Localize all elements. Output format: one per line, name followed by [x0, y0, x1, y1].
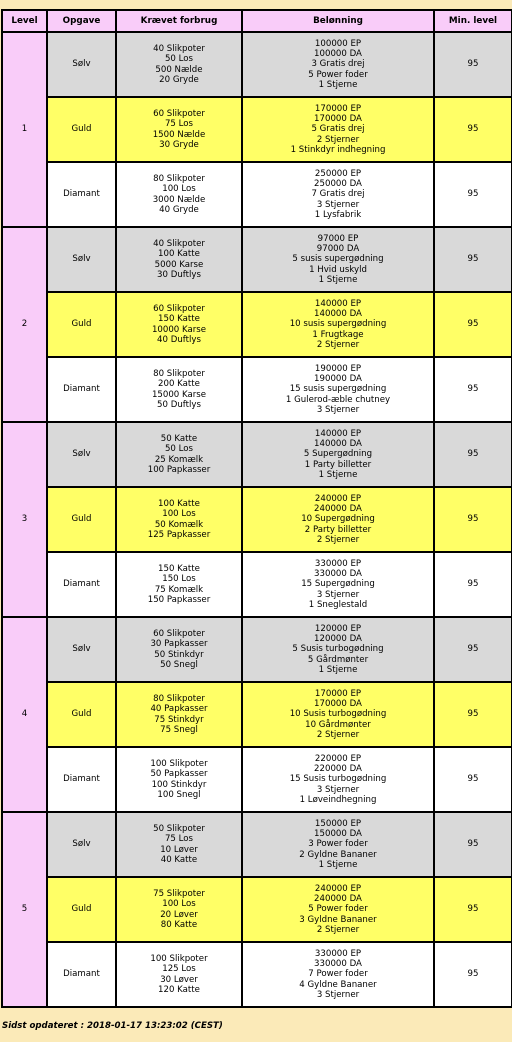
- reward-cell-line: 1 Hvid uskyld: [309, 264, 367, 275]
- min-level-cell: 95: [435, 813, 511, 876]
- reward-cell-line: 3 Power foder: [308, 839, 368, 850]
- task-name-cell: Sølv: [48, 33, 115, 96]
- min-level-cell: 95: [435, 618, 511, 681]
- header-task: Opgave: [48, 11, 115, 31]
- required-cell-line: 200 Katte: [158, 379, 200, 390]
- task-name-cell: Guld: [48, 488, 115, 551]
- reward-cell-line: 1 Stjerne: [318, 469, 358, 480]
- reward-cell-line: 3 Stjerner: [316, 589, 360, 600]
- required-cell-line: 100 Los: [162, 899, 196, 910]
- reward-cell-line: 150000 DA: [314, 829, 362, 840]
- required-cell: [117, 358, 241, 421]
- task-name-cell: Diamant: [48, 553, 115, 616]
- required-cell-line: 30 Løver: [160, 974, 198, 985]
- reward-cell-line: 1 Løveindhegning: [299, 794, 377, 805]
- reward-cell-line: 2 Stjerner: [316, 534, 360, 545]
- reward-cell-line: 1 Stinkdyr indhegning: [290, 144, 386, 155]
- reward-cell-line: 3 Stjerner: [316, 784, 360, 795]
- required-cell: [117, 488, 241, 551]
- required-cell-line: 80 Slikpoter: [153, 174, 205, 185]
- required-cell-line: 100 Katte: [158, 499, 200, 510]
- task-name-cell: Sølv: [48, 618, 115, 681]
- required-cell-line: 100 Snegl: [157, 789, 201, 800]
- reward-cell-line: 170000 EP: [314, 103, 362, 114]
- task-name-cell: Guld: [48, 683, 115, 746]
- required-cell-line: 75 Stinkdyr: [154, 714, 204, 725]
- required-cell-line: 150 Katte: [158, 564, 200, 575]
- header-reward: Belønning: [243, 11, 433, 31]
- min-level-cell: 95: [435, 163, 511, 226]
- reward-cell: [243, 878, 433, 941]
- required-cell-line: 40 Duftlys: [157, 334, 201, 345]
- reward-cell-line: 120000 DA: [314, 634, 362, 645]
- required-cell-line: 100 Slikpoter: [150, 954, 208, 965]
- table-row: [3, 33, 511, 96]
- table-row: [3, 878, 511, 941]
- required-cell-line: 50 Stinkdyr: [154, 649, 204, 660]
- reward-cell-line: 5 Supergødning: [303, 449, 373, 460]
- reward-cell-line: 330000 DA: [314, 959, 362, 970]
- required-cell-line: 50 Papkasser: [150, 769, 208, 780]
- table-row: [3, 813, 511, 876]
- required-cell: [117, 683, 241, 746]
- reward-cell-line: 140000 EP: [314, 428, 362, 439]
- required-cell: [117, 293, 241, 356]
- min-level-cell: 95: [435, 488, 511, 551]
- task-name-cell: Diamant: [48, 748, 115, 811]
- reward-cell-line: 5 Power foder: [308, 69, 368, 80]
- reward-cell-line: 240000 EP: [314, 883, 362, 894]
- reward-cell: [243, 98, 433, 161]
- reward-cell-line: 1 Party billetter: [304, 459, 372, 470]
- required-cell-line: 150 Katte: [158, 314, 200, 325]
- reward-cell-line: 190000 EP: [314, 363, 362, 374]
- reward-cell-line: 140000 EP: [314, 298, 362, 309]
- required-cell-line: 30 Gryde: [159, 139, 199, 150]
- reward-cell: [243, 813, 433, 876]
- reward-cell-line: 2 Stjerner: [316, 134, 360, 145]
- required-cell-line: 100 Papkasser: [147, 464, 211, 475]
- table-body: [3, 33, 511, 1006]
- reward-cell-line: 15 susis supergødning: [289, 384, 387, 395]
- level-cell: 4: [3, 618, 46, 811]
- required-cell-line: 100 Los: [162, 509, 196, 520]
- reward-cell-line: 1 Frugtkage: [312, 329, 364, 340]
- required-cell-line: 150 Papkasser: [147, 594, 211, 605]
- reward-cell-line: 2 Gyldne Bananer: [299, 849, 377, 860]
- required-cell-line: 60 Slikpoter: [153, 109, 205, 120]
- required-cell: [117, 618, 241, 681]
- required-cell-line: 500 Nælde: [155, 64, 203, 75]
- required-cell-line: 75 Los: [164, 119, 194, 130]
- task-name-cell: Diamant: [48, 943, 115, 1006]
- reward-cell-line: 3 Gratis drej: [311, 59, 365, 70]
- min-level-cell: 95: [435, 98, 511, 161]
- level-cell: 5: [3, 813, 46, 1006]
- reward-cell-line: 5 Gratis drej: [311, 124, 365, 135]
- reward-cell: [243, 293, 433, 356]
- min-level-cell: 95: [435, 878, 511, 941]
- required-cell: [117, 33, 241, 96]
- reward-cell-line: 1 Stjerne: [318, 274, 358, 285]
- required-cell-line: 100 Stinkdyr: [151, 779, 207, 790]
- required-cell-line: 20 Løver: [160, 909, 198, 920]
- required-cell-line: 50 Komælk: [154, 519, 204, 530]
- reward-cell-line: 3 Stjerner: [316, 404, 360, 415]
- reward-cell-line: 15 Susis turbogødning: [289, 774, 387, 785]
- required-cell-line: 10000 Karse: [151, 324, 207, 335]
- reward-cell-line: 10 Gårdmønter: [305, 719, 371, 730]
- required-cell: [117, 878, 241, 941]
- reward-cell: [243, 163, 433, 226]
- reward-cell-line: 150000 EP: [314, 818, 362, 829]
- reward-cell-line: 100000 EP: [314, 38, 362, 49]
- reward-cell-line: 140000 DA: [314, 309, 362, 320]
- reward-cell-line: 1 Lysfabrik: [314, 209, 362, 220]
- header-required: Krævet forbrug: [117, 11, 241, 31]
- reward-cell-line: 10 Supergødning: [301, 514, 375, 525]
- task-name-cell: Sølv: [48, 423, 115, 486]
- table-row: [3, 748, 511, 811]
- reward-cell-line: 330000 EP: [314, 948, 362, 959]
- reward-cell-line: 2 Party billetter: [304, 524, 372, 535]
- required-cell: [117, 228, 241, 291]
- reward-cell: [243, 358, 433, 421]
- reward-cell-line: 7 Gratis drej: [311, 189, 365, 200]
- reward-cell-line: 1 Stjerne: [318, 664, 358, 675]
- table-row: [3, 293, 511, 356]
- reward-cell-line: 2 Stjerner: [316, 339, 360, 350]
- min-level-cell: 95: [435, 943, 511, 1006]
- reward-cell-line: 2 Stjerner: [316, 924, 360, 935]
- required-cell-line: 20 Gryde: [159, 74, 199, 85]
- task-name-cell: Guld: [48, 98, 115, 161]
- required-cell-line: 50 Snegl: [160, 659, 198, 670]
- reward-cell-line: 3 Gyldne Bananer: [299, 914, 377, 925]
- reward-cell-line: 2 Stjerner: [316, 729, 360, 740]
- required-cell-line: 30 Duftlys: [157, 269, 201, 280]
- reward-cell: [243, 943, 433, 1006]
- reward-cell-line: 7 Power foder: [308, 969, 368, 980]
- table-row: [3, 423, 511, 486]
- required-cell-line: 50 Katte: [160, 434, 198, 445]
- table-row: [3, 553, 511, 616]
- reward-cell-line: 250000 DA: [314, 179, 362, 190]
- table-row: [3, 98, 511, 161]
- required-cell-line: 3000 Nælde: [152, 194, 206, 205]
- reward-cell-line: 5 susis supergødning: [292, 254, 384, 265]
- level-cell: 3: [3, 423, 46, 616]
- reward-cell: [243, 228, 433, 291]
- reward-cell-line: 250000 EP: [314, 168, 362, 179]
- required-cell-line: 100 Katte: [158, 249, 200, 260]
- reward-cell-line: 170000 EP: [314, 688, 362, 699]
- min-level-cell: 95: [435, 683, 511, 746]
- reward-cell-line: 220000 EP: [314, 753, 362, 764]
- required-cell-line: 80 Slikpoter: [153, 694, 205, 705]
- required-cell-line: 40 Papkasser: [150, 704, 208, 715]
- required-cell-line: 5000 Karse: [154, 259, 204, 270]
- table-row: [3, 943, 511, 1006]
- reward-cell-line: 240000 EP: [314, 493, 362, 504]
- required-cell-line: 30 Papkasser: [150, 639, 208, 650]
- reward-cell-line: 100000 DA: [314, 49, 362, 60]
- min-level-cell: 95: [435, 228, 511, 291]
- required-cell-line: 15000 Karse: [151, 389, 207, 400]
- reward-cell-line: 1 Gulerod-æble chutney: [285, 394, 391, 405]
- task-name-cell: Guld: [48, 293, 115, 356]
- task-name-cell: Sølv: [48, 228, 115, 291]
- reward-cell: [243, 618, 433, 681]
- reward-cell-line: 240000 DA: [314, 504, 362, 515]
- required-cell-line: 50 Los: [164, 444, 194, 455]
- reward-cell-line: 97000 DA: [316, 244, 360, 255]
- reward-cell-line: 5 Susis turbogødning: [292, 644, 384, 655]
- header-min-level: Min. level: [435, 11, 511, 31]
- reward-cell-line: 3 Stjerner: [316, 989, 360, 1000]
- level-cell: 1: [3, 33, 46, 226]
- reward-cell-line: 5 Gårdmønter: [307, 654, 369, 665]
- reward-cell-line: 170000 DA: [314, 114, 362, 125]
- required-cell-line: 75 Slikpoter: [153, 889, 205, 900]
- reward-cell: [243, 748, 433, 811]
- reward-cell: [243, 553, 433, 616]
- required-cell-line: 75 Los: [164, 834, 194, 845]
- required-cell: [117, 423, 241, 486]
- table-row: [3, 683, 511, 746]
- required-cell-line: 80 Katte: [160, 919, 198, 930]
- reward-cell-line: 3 Stjerner: [316, 199, 360, 210]
- table-row: [3, 358, 511, 421]
- required-cell: [117, 163, 241, 226]
- reward-cell-line: 1 Stjerne: [318, 859, 358, 870]
- reward-cell-line: 190000 DA: [314, 374, 362, 385]
- table-row: [3, 618, 511, 681]
- required-cell: [117, 813, 241, 876]
- reward-cell-line: 1 Stjerne: [318, 79, 358, 90]
- min-level-cell: 95: [435, 293, 511, 356]
- min-level-cell: 95: [435, 748, 511, 811]
- min-level-cell: 95: [435, 553, 511, 616]
- required-cell-line: 25 Komælk: [154, 454, 204, 465]
- reward-cell: [243, 33, 433, 96]
- required-cell-line: 40 Slikpoter: [153, 44, 205, 55]
- required-cell-line: 80 Slikpoter: [153, 369, 205, 380]
- reward-cell-line: 10 Susis turbogødning: [289, 709, 387, 720]
- quest-table: [1, 9, 512, 1008]
- task-name-cell: Guld: [48, 878, 115, 941]
- reward-cell-line: 330000 EP: [314, 558, 362, 569]
- required-cell: [117, 943, 241, 1006]
- min-level-cell: 95: [435, 423, 511, 486]
- reward-cell-line: 4 Gyldne Bananer: [299, 979, 377, 990]
- required-cell-line: 125 Papkasser: [147, 529, 211, 540]
- reward-cell-line: 120000 EP: [314, 623, 362, 634]
- required-cell-line: 125 Los: [162, 964, 196, 975]
- min-level-cell: 95: [435, 358, 511, 421]
- required-cell-line: 40 Katte: [160, 854, 198, 865]
- reward-cell-line: 240000 DA: [314, 894, 362, 905]
- required-cell: [117, 748, 241, 811]
- task-name-cell: Diamant: [48, 163, 115, 226]
- reward-cell: [243, 488, 433, 551]
- required-cell-line: 50 Duftlys: [157, 399, 201, 410]
- required-cell-line: 50 Slikpoter: [153, 824, 205, 835]
- required-cell: [117, 553, 241, 616]
- required-cell-line: 40 Slikpoter: [153, 239, 205, 250]
- required-cell-line: 50 Los: [164, 54, 194, 65]
- task-name-cell: Diamant: [48, 358, 115, 421]
- reward-cell-line: 1 Sneglestald: [308, 599, 368, 610]
- reward-cell-line: 15 Supergødning: [301, 579, 375, 590]
- reward-cell-line: 10 susis supergødning: [289, 319, 387, 330]
- reward-cell-line: 5 Power foder: [308, 904, 368, 915]
- table-row: [3, 163, 511, 226]
- table-row: [3, 228, 511, 291]
- required-cell-line: 60 Slikpoter: [153, 304, 205, 315]
- required-cell: [117, 98, 241, 161]
- reward-cell-line: 220000 DA: [314, 764, 362, 775]
- header-level: Level: [3, 11, 46, 31]
- required-cell-line: 40 Gryde: [159, 204, 199, 215]
- last-updated-text: Sidst opdateret : 2018-01-17 13:23:02 (CEST): [2, 1021, 223, 1031]
- table-row: [3, 488, 511, 551]
- reward-cell-line: 170000 DA: [314, 699, 362, 710]
- required-cell-line: 75 Snegl: [160, 724, 198, 735]
- reward-cell: [243, 683, 433, 746]
- required-cell-line: 100 Los: [162, 184, 196, 195]
- required-cell-line: 100 Slikpoter: [150, 759, 208, 770]
- table-header-row: [3, 11, 511, 31]
- reward-cell-line: 330000 DA: [314, 569, 362, 580]
- required-cell-line: 1500 Nælde: [152, 129, 206, 140]
- required-cell-line: 120 Katte: [158, 984, 200, 995]
- required-cell-line: 60 Slikpoter: [153, 629, 205, 640]
- reward-cell-line: 97000 EP: [317, 233, 359, 244]
- required-cell-line: 75 Komælk: [154, 584, 204, 595]
- reward-cell-line: 140000 DA: [314, 439, 362, 450]
- task-name-cell: Sølv: [48, 813, 115, 876]
- required-cell-line: 150 Los: [162, 574, 196, 585]
- min-level-cell: 95: [435, 33, 511, 96]
- reward-cell: [243, 423, 433, 486]
- required-cell-line: 10 Løver: [160, 844, 198, 855]
- level-cell: 2: [3, 228, 46, 421]
